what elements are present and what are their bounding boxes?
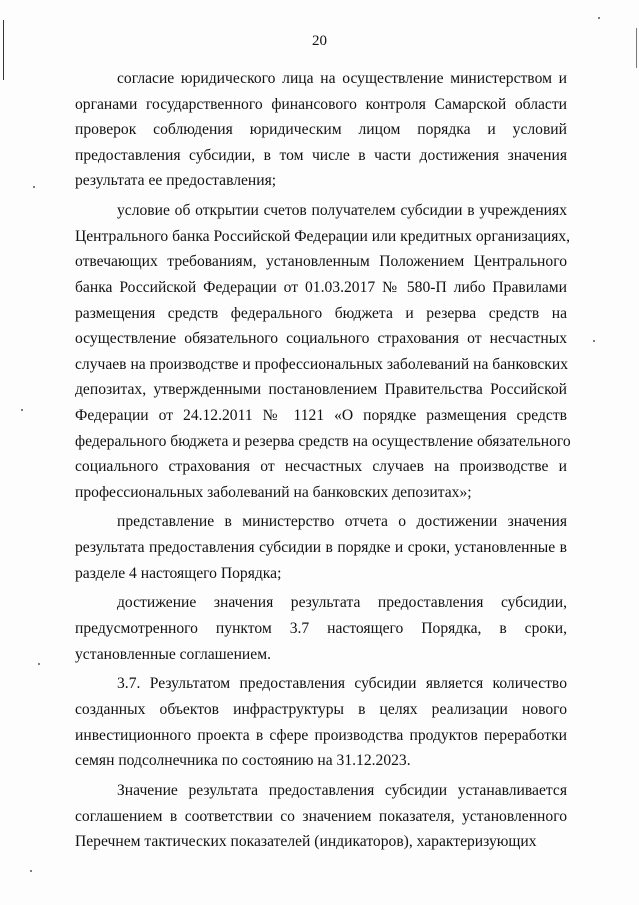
text-line: Центрального банка Российской Федерации или кредитных организациях, [75,227,571,245]
paragraph [75,509,567,586]
text-line: условие об открытии счетов получателем субсидии в учреждениях [117,202,567,220]
text-line: случаев на производстве и профессиональных заболеваний на банковских [75,355,568,373]
text-line: 3.7. Результатом предоставления субсидии является количество [117,675,567,693]
scan-edge-left [3,20,4,80]
text-line: проверок соблюдения юридическим лицом порядка и условий [75,121,567,139]
text-line: Федерации от 24.12.2011 № 1121 «О порядке размещения средств [75,406,567,424]
paragraph [75,198,571,505]
text-line: профессиональных заболеваний на банковских депозитах»; [75,483,472,501]
scan-speck [593,340,595,342]
text-line: Перечнем тактических показателей (индикаторов), характеризующих [75,833,537,851]
text-line: органами государственного финансового контроля Самарской области [75,95,567,113]
text-line: предоставления субсидии, в том числе в части достижения значения [75,146,567,164]
text-line: осуществление обязательного социального страхования от несчастных [75,330,567,348]
scan-speck [38,663,40,665]
text-line: отвечающих требованиям, установленным Положением Центрального [75,253,567,271]
text-line: установленные соглашением. [75,645,271,663]
text-line: предусмотренного пунктом 3.7 настоящего Порядка, в сроки, [75,620,567,638]
scan-speck [30,870,32,872]
text-line: согласие юридического лица на осуществление министерством и [117,70,567,87]
text-line: семян подсолнечника по состоянию на 31.12.2023. [75,752,411,770]
text-line: банка Российской Федерации от 01.03.2017 № 580-П либо Правилами [75,278,567,296]
text-line: созданных объектов инфраструктуры в целях реализации нового [75,701,567,718]
paragraph [75,778,567,855]
text-line: социального страхования от несчастных случаев на производстве и [75,458,567,476]
document-body [75,66,571,859]
scan-speck [33,186,35,188]
scan-speck [598,17,600,19]
scan-speck [21,409,23,411]
paragraph [75,671,567,773]
text-line: разделе 4 настоящего Порядка; [75,564,282,582]
text-line: депозитах, утвержденными постановлением Правительства Российской [75,381,567,399]
text-line: представление в министерство отчета о достижении значения [117,513,567,531]
text-line: результата предоставления субсидии в порядке и сроки, установленные в [75,539,567,557]
page-number: 20 [312,33,327,49]
text-line: федерального бюджета и резерва средств на осуществление обязательного [75,432,571,450]
paragraph [75,590,567,667]
text-line: инвестиционного проекта в сфере производства продуктов переработки [75,726,567,744]
text-line: соглашением в соответствии со значением показателя, установленного [75,807,567,825]
paragraph [75,66,567,194]
text-line: достижение значения результата предоставления субсидии, [117,594,567,612]
text-line: размещения средств федерального бюджета и резерва средств на [75,304,567,322]
text-line: Значение результата предоставления субсидии устанавливается [117,781,567,799]
text-line: результата ее предоставления; [75,172,277,190]
